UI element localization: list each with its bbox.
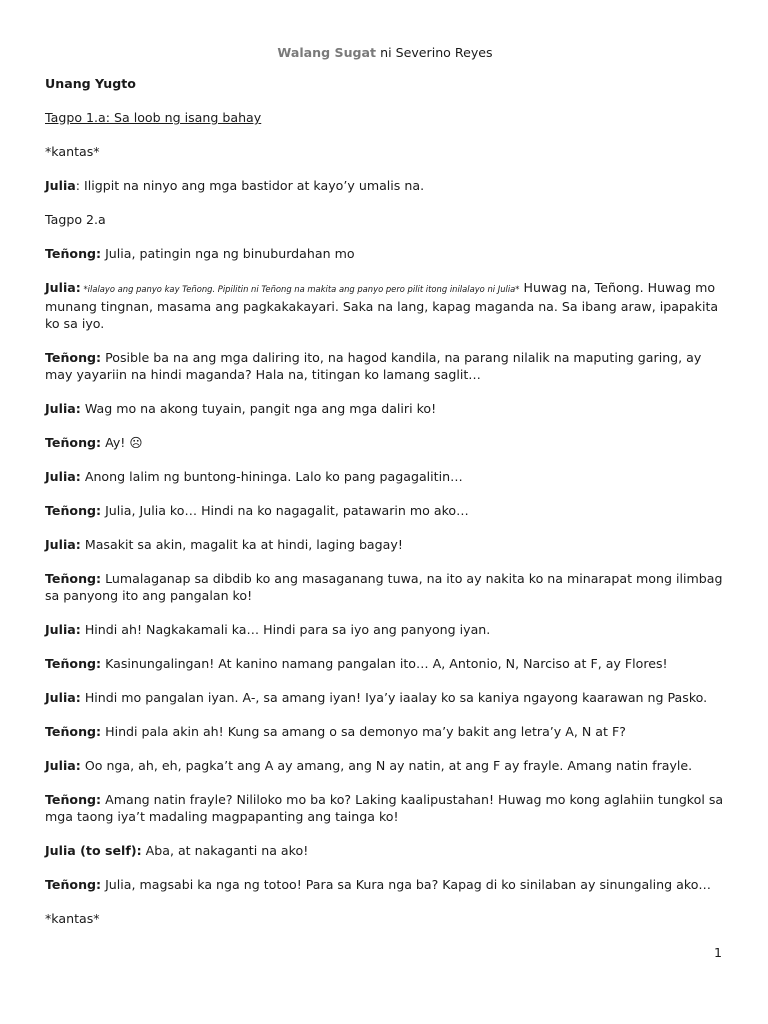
dialogue-text: Anong lalim ng buntong-hininga. Lalo ko pang pagagalitin… (80, 469, 463, 484)
document-page (45, 44, 725, 944)
dialogue-text: Amang natin frayle? Nililoko mo ba ko? Laking kaalipustahan! Huwag mo kong aglahiin tungkol sa mga taong iya’t madaling magpapanting ang tainga ko! (45, 792, 724, 824)
stage-direction: *ilalayo ang panyo kay Teñong. Pipilitin ni Teñong na makita ang panyo pero pilit itong inilalayo ni Julia* (80, 284, 520, 294)
speaker-name: Julia: (45, 758, 81, 773)
play-title: Walang Sugat (277, 45, 377, 60)
dialogue-line (45, 570, 725, 604)
dialogue-text: Oo nga, ah, eh, pagka’t ang A ay amang, ang N ay natin, at ang F ay frayle. Amang natin frayle. (80, 758, 693, 773)
speaker-name: Teñong: (45, 503, 102, 518)
act-heading: Unang Yugto (45, 76, 136, 91)
speaker-name: Julia: (45, 622, 81, 637)
dialogue-text: Huwag na, Teñong. Huwag mo munang tingnan, masama ang pagkakakayari. Saka na lang, kapag maganda na. Sa ibang araw, ipapakita ko sa iyo. (45, 280, 719, 331)
speaker-name: Teñong: (45, 435, 102, 450)
dialogue-line (45, 842, 725, 859)
dialogue-text: Julia, Julia ko… Hindi na ko nagagalit, patawarin mo ako… (101, 503, 469, 518)
dialogue-line (45, 655, 725, 672)
stage-note: *kantas* (45, 144, 100, 159)
page-number: 1 (713, 945, 722, 960)
speaker-name: Julia: (45, 280, 81, 295)
dialogue-line (45, 536, 725, 553)
speaker-name: Teñong: (45, 571, 102, 586)
dialogue-text: Kasinungalingan! At kanino namang pangalan ito… A, Antonio, N, Narciso at F, ay Flores! (101, 656, 668, 671)
speaker-name: Julia: (45, 537, 81, 552)
dialogue-line (45, 434, 725, 451)
dialogue-text: Julia, patingin nga ng binuburdahan mo (101, 246, 355, 261)
dialogue-line (45, 279, 725, 332)
speaker-name: Teñong: (45, 656, 102, 671)
speaker-name: Julia: (45, 690, 81, 705)
dialogue-line (45, 400, 725, 417)
dialogue-text: Hindi pala akin ah! Kung sa amang o sa demonyo ma’y bakit ang letra’y A, N at F? (101, 724, 626, 739)
scene-heading: Tagpo 1.a: Sa loob ng isang bahay (45, 110, 262, 125)
dialogue-text: Masakit sa akin, magalit ka at hindi, laging bagay! (80, 537, 403, 552)
author-line: ni Severino Reyes (376, 45, 493, 60)
speaker-name: Julia: (45, 469, 81, 484)
stage-note: *kantas* (45, 911, 100, 926)
dialogue-line (45, 502, 725, 519)
dialogue-line (45, 689, 725, 706)
speaker-name: Teñong: (45, 350, 102, 365)
dialogue-text: Aba, at nakaganti na ako! (141, 843, 309, 858)
speaker-name: Teñong: (45, 792, 102, 807)
speaker-name: Julia (to self): (45, 843, 142, 858)
dialogue-text: : Iligpit na ninyo ang mga bastidor at kayo’y umalis na. (75, 178, 425, 193)
speaker-name: Teñong: (45, 246, 102, 261)
dialogue-line (45, 791, 725, 825)
dialogue-text: Ay! ☹ (101, 435, 143, 450)
dialogue-line (45, 177, 725, 194)
speaker-name: Teñong: (45, 724, 102, 739)
dialogue-line (45, 245, 725, 262)
document-title (45, 44, 725, 61)
scene-label: Tagpo 2.a (45, 212, 106, 227)
speaker-name: Teñong: (45, 877, 102, 892)
dialogue-line (45, 876, 725, 893)
dialogue-line (45, 621, 725, 638)
dialogue-text: Julia, magsabi ka nga ng totoo! Para sa Kura nga ba? Kapag di ko sinilaban ay sinungaling ako… (101, 877, 712, 892)
speaker-name: Julia: (45, 401, 81, 416)
dialogue-text: Posible ba na ang mga daliring ito, na hagod kandila, na parang nilalik na maputing garing, ay may yayariin na hindi maganda? Hala na, titingan ko lamang saglit… (45, 350, 702, 382)
dialogue-text: Lumalaganap sa dibdib ko ang masaganang tuwa, na ito ay nakita ko na minarapat mong ilimbag sa panyong ito ang pangalan ko! (45, 571, 723, 603)
dialogue-text: Hindi ah! Nagkakamali ka… Hindi para sa iyo ang panyong iyan. (80, 622, 491, 637)
speaker-name: Julia (45, 178, 76, 193)
dialogue-line (45, 349, 725, 383)
dialogue-line (45, 468, 725, 485)
dialogue-text: Hindi mo pangalan iyan. A-, sa amang iyan! Iya’y iaalay ko sa kaniya ngayong kaarawan ng Pasko. (80, 690, 708, 705)
dialogue-text: Wag mo na akong tuyain, pangit nga ang mga daliri ko! (80, 401, 437, 416)
dialogue-line (45, 723, 725, 740)
dialogue-line (45, 757, 725, 774)
